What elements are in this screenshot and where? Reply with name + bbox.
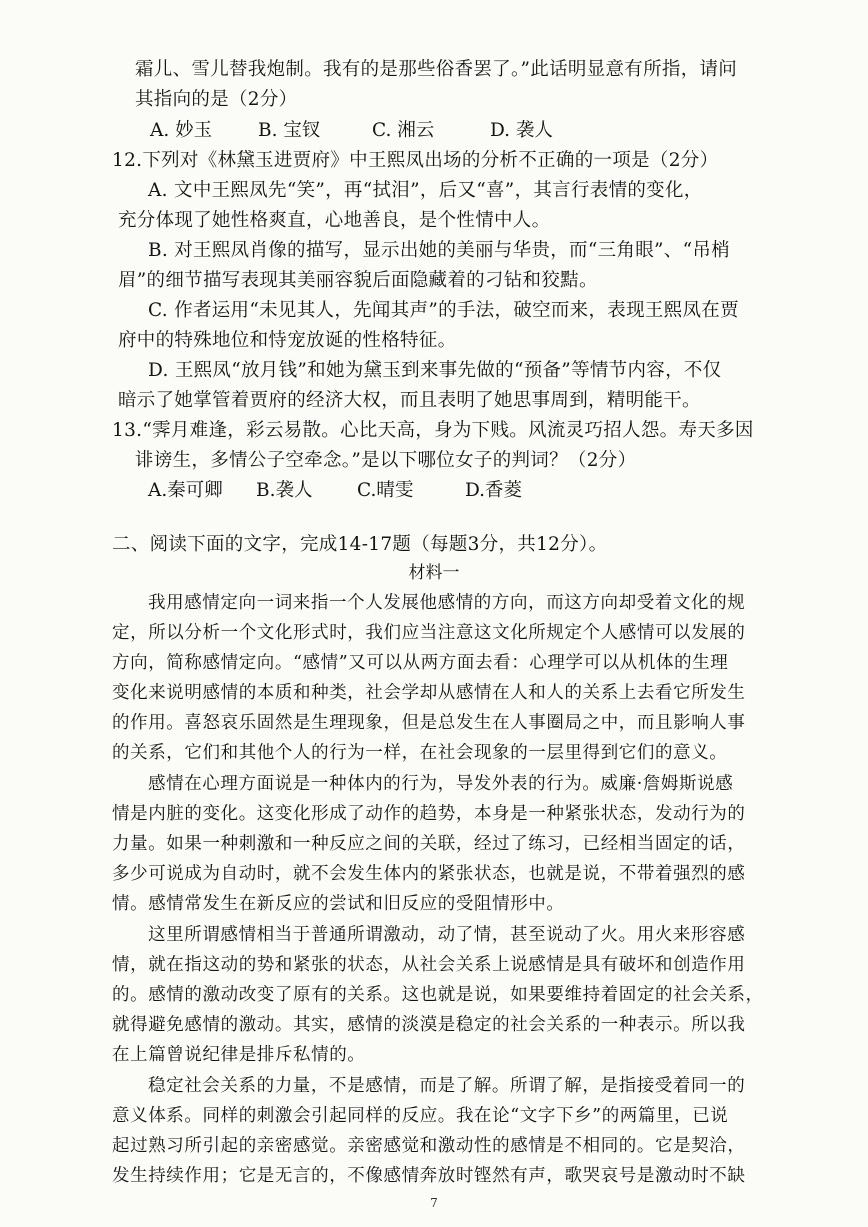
- paragraph-line: 发生持续作用；它是无言的，不像感情奔放时铿然有声，歌哭哀号是激动时不缺: [112, 1166, 746, 1186]
- q12-option-c-line-2: 府中的特殊地位和恃宠放诞的性格特征。: [118, 330, 457, 351]
- q13-line-1: 13.“霁月难逢，彩云易散。心比天高，身为下贱。风流灵巧招人怨。寿天多因: [112, 420, 754, 441]
- q13-option-a: A.秦可卿: [148, 480, 223, 501]
- q12-option-a-line-1: A. 文中王熙凤先“笑”，再“拭泪”，后又“喜”，其言行表情的变化，: [148, 180, 703, 201]
- paragraph-line: 情，就在指这动的势和紧张的状态，从社会关系上说感情是具有破坏和创造作用: [112, 955, 746, 975]
- q11-option-b: B. 宝钗: [258, 120, 321, 141]
- paragraph-line: 起过熟习所引起的亲密感觉。亲密感觉和激动性的感情是不相同的。它是契洽，: [112, 1136, 746, 1156]
- section-2-heading: 二、阅读下面的文字，完成14-17题（每题3分，共12分）。: [112, 534, 608, 555]
- q11-option-c: C. 湘云: [372, 120, 435, 141]
- paragraph-line: 多少可说成为自动时，就不会发生体内的紧张状态，也就是说，不带着强烈的感: [112, 864, 746, 884]
- paragraph-line: 的关系，它们和其他个人的行为一样，在社会现象的一层里得到它们的意义。: [112, 743, 728, 763]
- q12-stem: 12.下列对《林黛玉进贾府》中王熙凤出场的分析不正确的一项是（2分）: [112, 150, 719, 171]
- q12-option-d-line-1: D. 王熙凤“放月钱”和她为黛玉到来事先做的“预备”等情节内容，不仅: [148, 360, 722, 381]
- q13-line-2: 诽谤生，多情公子空牵念。”是以下哪位女子的判词？（2分）: [135, 450, 637, 471]
- paragraph-line: 感情在心理方面说是一种体内的行为，导发外表的行为。威廉·詹姆斯说感: [148, 774, 734, 794]
- q12-option-a-line-2: 充分体现了她性格爽直，心地善良，是个性情中人。: [118, 210, 551, 231]
- q11-line-1: 霜儿、雪儿替我炮制。我有的是那些俗香罢了。”此话明显意有所指，请问: [135, 59, 738, 80]
- paragraph-line: 的作用。喜怒哀乐固然是生理现象，但是总发生在人事圈局之中，而且影响人事: [112, 713, 746, 733]
- q13-option-d: D.香菱: [465, 480, 523, 501]
- q11-line-2: 其指向的是（2分）: [135, 89, 298, 110]
- paragraph-line: 在上篇曾说纪律是排斥私情的。: [112, 1045, 366, 1065]
- q12-option-b-line-2: 眉”的细节描写表现其美丽容貌后面隐藏着的刁钻和狡黠。: [118, 270, 598, 291]
- q12-option-b-line-1: B. 对王熙凤肖像的描写，显示出她的美丽与华贵，而“三角眼”、“吊梢: [148, 240, 730, 261]
- page-number: 7: [430, 1196, 438, 1210]
- paragraph-line: 情。感情常发生在新反应的尝试和旧反应的受阻情形中。: [112, 894, 565, 914]
- q12-option-c-line-1: C. 作者运用“未见其人，先闻其声”的手法，破空而来，表现王熙凤在贾: [148, 300, 739, 321]
- q11-option-a: A. 妙玉: [150, 120, 213, 141]
- paragraph-line: 变化来说明感情的本质和种类，社会学却从感情在人和人的关系上去看它所发生: [112, 683, 746, 703]
- material-1-title: 材料一: [408, 563, 460, 583]
- paragraph-line: 我用感情定向一词来指一个人发展他感情的方向，而这方向却受着文化的规: [148, 593, 746, 613]
- paragraph-line: 力量。如果一种刺激和一种反应之间的关联，经过了练习，已经相当固定的话，: [112, 834, 746, 854]
- paragraph-line: 意义体系。同样的刺激会引起同样的反应。我在论“文字下乡”的两篇里，已说: [112, 1106, 729, 1126]
- q13-option-c: C.晴雯: [357, 480, 414, 501]
- q13-option-b: B.袭人: [256, 480, 313, 501]
- paragraph-line: 方向，简称感情定向。“感情”又可以从两方面去看：心理学可以从机体的生理: [112, 653, 729, 673]
- paragraph-line: 这里所谓感情相当于普通所谓激动，动了情，甚至说动了火。用火来形容感: [148, 925, 746, 945]
- paragraph-line: 定，所以分析一个文化形式时，我们应当注意这文化所规定个人感情可以发展的: [112, 623, 746, 643]
- q11-option-d: D. 袭人: [490, 120, 553, 141]
- paragraph-line: 就得避免感情的激动。其实，感情的淡漠是稳定的社会关系的一种表示。所以我: [112, 1015, 746, 1035]
- q12-option-d-line-2: 暗示了她掌管着贾府的经济大权，而且表明了她思事周到，精明能干。: [118, 390, 701, 411]
- paragraph-line: 的。感情的激动改变了原有的关系。这也就是说，如果要维持着固定的社会关系，: [112, 985, 764, 1005]
- paragraph-line: 稳定社会关系的力量，不是感情，而是了解。所谓了解，是指接受着同一的: [148, 1076, 746, 1096]
- paragraph-line: 情是内脏的变化。这变化形成了动作的趋势，本身是一种紧张状态，发动行为的: [112, 804, 746, 824]
